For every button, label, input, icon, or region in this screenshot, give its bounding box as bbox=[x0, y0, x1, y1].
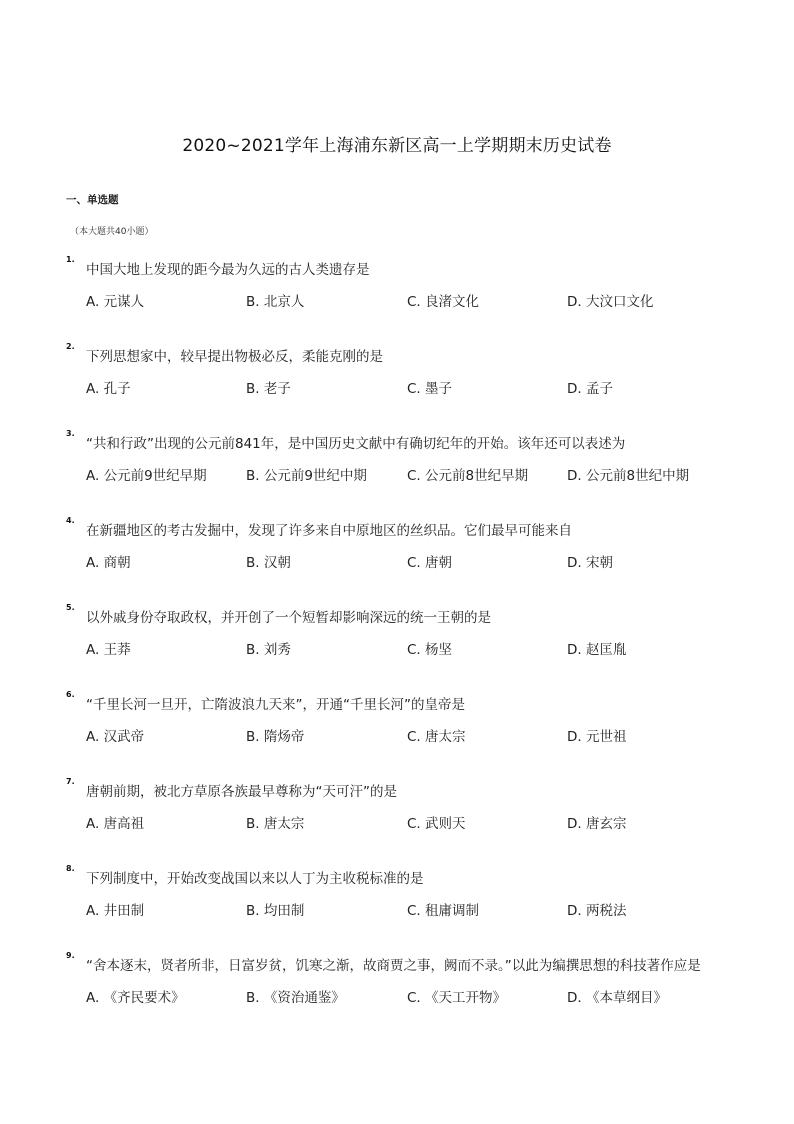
option-c: C. 公元前8世纪早期 bbox=[407, 468, 529, 484]
option-d: D. 大汶口文化 bbox=[567, 294, 654, 310]
option-b: B. 公元前9世纪中期 bbox=[246, 468, 367, 484]
question-number: 4. bbox=[66, 516, 75, 525]
question-4 bbox=[66, 516, 746, 573]
option-a: A. 唐高祖 bbox=[86, 816, 145, 832]
option-d: D. 元世祖 bbox=[567, 729, 627, 745]
option-b: B. 刘秀 bbox=[246, 642, 291, 658]
option-a: A. 《齐民要术》 bbox=[86, 990, 185, 1006]
question-stem: 中国大地上发现的距今最为久远的古人类遗存是 bbox=[86, 262, 370, 278]
option-a: A. 王莽 bbox=[86, 642, 131, 658]
option-c: C. 《天工开物》 bbox=[407, 990, 507, 1006]
options-row bbox=[86, 986, 746, 1008]
question-number: 1. bbox=[66, 255, 75, 264]
question-7 bbox=[66, 777, 746, 834]
options-row bbox=[86, 638, 746, 660]
question-stem: 下列制度中，开始改变战国以来以人丁为主收税标准的是 bbox=[86, 871, 424, 887]
question-stem: 在新疆地区的考古发掘中，发现了许多来自中原地区的丝织品。它们最早可能来自 bbox=[86, 523, 572, 539]
page-title: 2020~2021学年上海浦东新区高一上学期期末历史试卷 bbox=[182, 136, 612, 156]
question-number: 9. bbox=[66, 951, 75, 960]
options-row bbox=[86, 290, 746, 312]
option-b: B. 均田制 bbox=[246, 903, 305, 919]
question-5 bbox=[66, 603, 746, 660]
option-d: D. 宋朝 bbox=[567, 555, 613, 571]
section-heading: 一、单选题 bbox=[66, 194, 119, 206]
question-stem: “舍本逐末，贤者所非，日富岁贫，饥寒之渐，故商贾之事，阙而不录。”以此为编撰思想的科技著作应是 bbox=[86, 958, 701, 974]
options-row bbox=[86, 464, 746, 486]
option-c: C. 唐太宗 bbox=[407, 729, 466, 745]
option-d: D. 公元前8世纪中期 bbox=[567, 468, 690, 484]
option-b: B. 北京人 bbox=[246, 294, 305, 310]
option-c: C. 租庸调制 bbox=[407, 903, 480, 919]
option-a: A. 孔子 bbox=[86, 381, 131, 397]
question-stem: 以外戚身份夺取政权，并开创了一个短暂却影响深远的统一王朝的是 bbox=[86, 610, 491, 626]
option-a: A. 井田制 bbox=[86, 903, 145, 919]
option-d: D. 两税法 bbox=[567, 903, 627, 919]
question-8 bbox=[66, 864, 746, 921]
question-stem: 下列思想家中，较早提出物极必反，柔能克刚的是 bbox=[86, 349, 383, 365]
option-c: C. 墨子 bbox=[407, 381, 453, 397]
option-b: B. 唐太宗 bbox=[246, 816, 305, 832]
option-c: C. 杨坚 bbox=[407, 642, 453, 658]
option-a: A. 公元前9世纪早期 bbox=[86, 468, 207, 484]
question-9 bbox=[66, 951, 746, 1008]
question-stem: “千里长河一旦开，亡隋波浪九天来”，开通“千里长河”的皇帝是 bbox=[86, 697, 465, 713]
options-row bbox=[86, 812, 746, 834]
option-c: C. 唐朝 bbox=[407, 555, 453, 571]
question-3 bbox=[66, 429, 746, 486]
question-stem: “共和行政”出现的公元前841年，是中国历史文献中有确切纪年的开始。该年还可以表述为 bbox=[86, 436, 626, 452]
option-a: A. 商朝 bbox=[86, 555, 131, 571]
option-c: C. 良渚文化 bbox=[407, 294, 480, 310]
option-d: D. 赵匡胤 bbox=[567, 642, 627, 658]
option-b: B. 老子 bbox=[246, 381, 291, 397]
option-a: A. 汉武帝 bbox=[86, 729, 145, 745]
options-row bbox=[86, 377, 746, 399]
option-b: B. 汉朝 bbox=[246, 555, 291, 571]
option-d: D. 唐玄宗 bbox=[567, 816, 627, 832]
options-row bbox=[86, 551, 746, 573]
option-a: A. 元谋人 bbox=[86, 294, 145, 310]
option-b: B. 《资治通鉴》 bbox=[246, 990, 345, 1006]
option-d: D. 《本草纲目》 bbox=[567, 990, 667, 1006]
options-row bbox=[86, 725, 746, 747]
options-row bbox=[86, 899, 746, 921]
question-number: 8. bbox=[66, 864, 75, 873]
question-6 bbox=[66, 690, 746, 747]
question-number: 2. bbox=[66, 342, 75, 351]
option-c: C. 武则天 bbox=[407, 816, 466, 832]
question-2 bbox=[66, 342, 746, 399]
question-number: 7. bbox=[66, 777, 75, 786]
question-number: 3. bbox=[66, 429, 75, 438]
question-number: 6. bbox=[66, 690, 75, 699]
option-b: B. 隋炀帝 bbox=[246, 729, 305, 745]
question-1 bbox=[66, 255, 746, 312]
section-note: （本大题共40小题） bbox=[70, 227, 154, 237]
option-d: D. 孟子 bbox=[567, 381, 613, 397]
question-stem: 唐朝前期，被北方草原各族最早尊称为“天可汗”的是 bbox=[86, 784, 397, 800]
question-number: 5. bbox=[66, 603, 75, 612]
